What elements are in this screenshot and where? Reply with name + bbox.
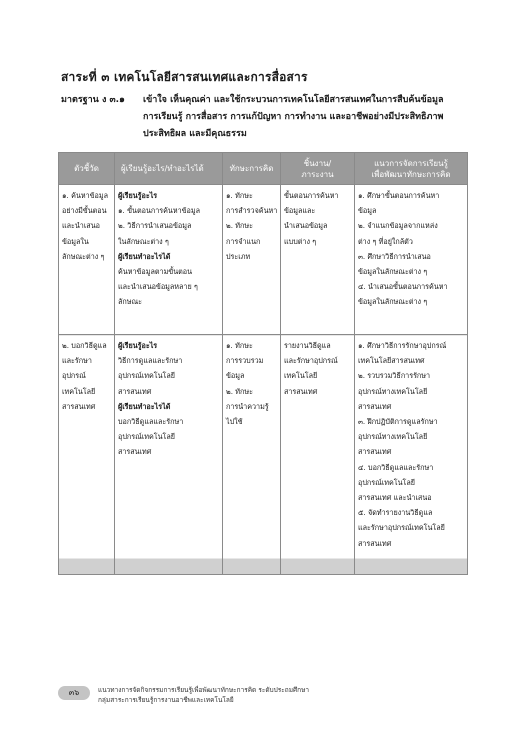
indicator-line: สารสนเทศ [62, 401, 96, 411]
guideline-line: ข้อมูลในลักษณะต่าง ๆ [358, 267, 428, 277]
indicator-line: ๒. บอกวิธีดูแล [62, 341, 107, 350]
guideline-line: ๓. ศึกษาวิธีการนำเสนอ [358, 251, 431, 261]
standard-text [143, 92, 481, 143]
thinking-skill-line: ประเภท [226, 251, 251, 261]
footer-line: กลุ่มสาระการเรียนรู้การงานอาชีพและเทคโนโลยี [98, 696, 234, 704]
workpiece-cell [281, 335, 355, 575]
header-workpiece-line: ชิ้นงาน/ [303, 158, 332, 168]
guideline-line: สารสนเทศ [358, 447, 392, 457]
learn-what-line: และนำเสนอข้อมูลหลาย ๆ [118, 282, 198, 292]
table-row [59, 185, 468, 335]
guideline-line: อุปกรณ์ทางเทคโนโลยี [358, 386, 428, 396]
header-workpiece [281, 153, 355, 185]
header-guideline-line: เพื่อพัฒนาทักษะการคิด [371, 169, 451, 179]
guideline-line: ๑. ศึกษาขั้นตอนการค้นหา [358, 191, 440, 200]
learn-what-line: ๒. วิธีการนำเสนอข้อมูล [118, 221, 192, 231]
workpiece-line: สารสนเทศ [284, 386, 318, 396]
indicator-line: ๑. ค้นหาข้อมูล [62, 191, 108, 200]
workpiece-line: ข้อมูลและ [284, 206, 316, 216]
standard-block [61, 92, 481, 143]
learn-what-line: สารสนเทศ [118, 447, 152, 457]
guideline-line: สารสนเทศ [358, 538, 392, 548]
standard-code: มาตรฐาน ง ๓.๑ [61, 95, 125, 105]
header-guideline-line: แนวการจัดการเรียนรู้ [374, 158, 448, 168]
header-learn-what: ผู้เรียนรู้อะไร/ทำอะไรได้ [115, 153, 223, 185]
workpiece-line: นำเสนอข้อมูล [284, 221, 328, 231]
indicator-line: และนำเสนอ [62, 221, 100, 231]
thinking-skill-line: ๒. ทักษะ [226, 221, 253, 231]
thinking-skill-line: ๑. ทักษะ [226, 191, 253, 200]
guideline-line: ๔. นำเสนอขั้นตอนการค้นหา [358, 282, 448, 292]
table-header-row [59, 153, 468, 185]
learn-what-line: สารสนเทศ [118, 386, 152, 396]
guideline-cell [355, 185, 468, 335]
thinking-skill-cell [223, 335, 281, 575]
page-number-badge: ๓๖ [58, 686, 90, 700]
workpiece-line: แบบต่าง ๆ [284, 236, 317, 246]
learn-what-line: ลักษณะ [118, 297, 143, 307]
thinking-skill-line: ไปใช้ [226, 417, 243, 427]
thinking-skill-line: ๑. ทักษะ [226, 341, 253, 350]
learn-what-line: วิธีการดูแลและรักษา [118, 356, 183, 366]
guideline-line: ต่าง ๆ ที่อยู่ใกล้ตัว [358, 236, 413, 246]
guideline-line: ข้อมูลในลักษณะต่าง ๆ [358, 297, 428, 307]
guideline-line: เทคโนโลยีสารสนเทศ [358, 356, 425, 366]
workpiece-line: รายงานวิธีดูแล [284, 341, 331, 350]
learn-what-line: บอกวิธีดูแลและรักษา [118, 417, 184, 427]
standard-line: เข้าใจ เห็นคุณค่า และใช้กระบวนการเทคโนโลยีสารสนเทศในการสืบค้นข้อมูล [143, 95, 444, 105]
workpiece-line: และรักษาอุปกรณ์ [284, 356, 338, 366]
guideline-line: ๓. ฝึกปฏิบัติการดูแลรักษา [358, 417, 438, 427]
indicator-line: และรักษา [62, 356, 92, 366]
standard-line: ประสิทธิผล และมีคุณธรรม [143, 129, 247, 139]
workpiece-line: ขั้นตอนการค้นหา [284, 191, 339, 200]
indicator-line: อย่างมีขั้นตอน [62, 206, 107, 216]
footer-line: แนวทางการจัดกิจกรรมการเรียนรู้เพื่อพัฒนาทักษะการคิด ระดับประถมศึกษา [98, 686, 309, 694]
indicator-line: อุปกรณ์ [62, 371, 86, 381]
curriculum-table [58, 152, 468, 575]
thinking-skill-line: การจำแนก [226, 236, 261, 246]
thinking-skill-line: ๒. ทักษะ [226, 386, 253, 396]
guideline-line: และรักษาอุปกรณ์เทคโนโลยี [358, 523, 445, 533]
guideline-line: อุปกรณ์ทางเทคโนโลยี [358, 432, 428, 442]
header-workpiece-line: ภาระงาน [301, 169, 334, 179]
header-guideline [355, 153, 468, 185]
learn-what-line: ผู้เรียนทำอะไรได้ [118, 251, 171, 261]
strand-title: สาระที่ ๓ เทคโนโลยีสารสนเทศและการสื่อสาร [61, 70, 308, 84]
workpiece-cell [281, 185, 355, 335]
learn-what-line: ค้นหาข้อมูลตามขั้นตอน [118, 267, 193, 277]
thinking-skill-line: การรวบรวม [226, 356, 264, 366]
learn-what-line: ผู้เรียนรู้อะไร [118, 341, 158, 350]
header-indicator: ตัวชี้วัด [59, 153, 115, 185]
learn-what-cell [115, 185, 223, 335]
indicator-line: เทคโนโลยี [62, 386, 96, 396]
footer-text [98, 685, 309, 705]
guideline-line: ๒. จำแนกข้อมูลจากแหล่ง [358, 221, 438, 231]
learn-what-line: ผู้เรียนรู้อะไร [118, 191, 158, 200]
guideline-line: ข้อมูล [358, 206, 377, 216]
guideline-line: อุปกรณ์เทคโนโลยี [358, 477, 416, 487]
guideline-line: ๕. จัดทำรายงานวิธีดูแล [358, 508, 433, 518]
workpiece-line: เทคโนโลยี [284, 371, 318, 381]
thinking-skill-line: การสำรวจค้นหา [226, 206, 278, 216]
thinking-skill-cell [223, 185, 281, 335]
learn-what-line: ๑. ขั้นตอนการค้นหาข้อมูล [118, 206, 200, 216]
indicator-line: ข้อมูลใน [62, 236, 89, 246]
learn-what-line: อุปกรณ์เทคโนโลยี [118, 432, 176, 442]
thinking-skill-line: การนำความรู้ [226, 401, 269, 411]
table-row [59, 335, 468, 575]
indicator-cell [59, 335, 115, 575]
standard-line: การเรียนรู้ การสื่อสาร การแก้ปัญหา การทำงาน และอาชีพอย่างมีประสิทธิภาพ [143, 112, 444, 122]
header-thinking-skill: ทักษะการคิด [223, 153, 281, 185]
indicator-line: ลักษณะต่าง ๆ [62, 251, 105, 261]
thinking-skill-line: ข้อมูล [226, 371, 245, 381]
guideline-line: สารสนเทศ [358, 401, 392, 411]
guideline-cell [355, 335, 468, 575]
learn-what-line: ในลักษณะต่าง ๆ [118, 236, 169, 246]
indicator-cell [59, 185, 115, 335]
learn-what-cell [115, 335, 223, 575]
guideline-line: ๑. ศึกษาวิธีการรักษาอุปกรณ์ [358, 341, 447, 350]
guideline-line: ๔. บอกวิธีดูแลและรักษา [358, 462, 434, 472]
guideline-line: สารสนเทศ และนำเสนอ [358, 493, 432, 503]
learn-what-line: ผู้เรียนทำอะไรได้ [118, 401, 171, 411]
learn-what-line: อุปกรณ์เทคโนโลยี [118, 371, 176, 381]
guideline-line: ๒. รวบรวมวิธีการรักษา [358, 371, 431, 381]
